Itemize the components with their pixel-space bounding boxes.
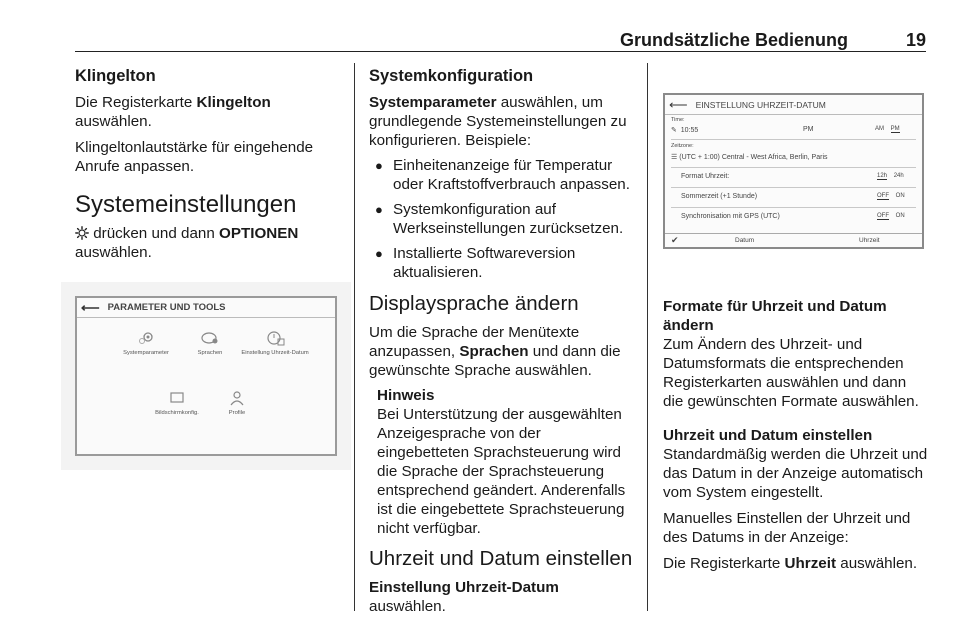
tile-uhrzeit-datum[interactable]: Einstellung Uhrzeit-Datum [229, 330, 321, 356]
sprache-paragraph: Um die Sprache der Menütexte anzupassen, Sprachen und dann die gewünschte Sprache auswählen. [369, 324, 621, 379]
formate-heading: Formate für Uhrzeit und Datum ändern [663, 298, 887, 334]
column-divider-2 [647, 63, 648, 611]
uhrzeit-datum-screen [663, 93, 924, 249]
sync-toggle[interactable]: OFF ON [877, 213, 905, 219]
clock-calendar-icon [264, 330, 286, 346]
time-label: Time: [671, 117, 685, 123]
column-3 [663, 297, 928, 573]
formate-paragraph: Zum Ändern des Uhrzeit- und Datumsformats die entsprechenden Registerkarten auswählen und dann die gewünschten Formate auswählen. [663, 336, 919, 410]
time-row[interactable]: ✎ 10:55 [671, 127, 699, 134]
tab-bar [665, 233, 922, 247]
displaysprache-heading: Displaysprache ändern [369, 292, 579, 315]
list-item: ● Einheitenanzeige für Temperatur oder Kraftstoffverbrauch anpassen. [393, 156, 634, 194]
list-item: ● Systemkonfiguration auf Werkseinstellungen zurücksetzen. [393, 200, 634, 238]
system-heading: Systemeinstellungen [75, 191, 297, 218]
page-number: 19 [905, 30, 926, 50]
profile-icon [226, 390, 248, 406]
section-title: Grundsätzliche Bedienung [619, 30, 848, 50]
uhrzeit-datum-heading: Uhrzeit und Datum einstellen [369, 547, 633, 570]
klingelton-paragraph: Die Registerkarte Klingelton auswählen. [75, 94, 271, 130]
back-arrow-icon[interactable]: ⟵ [81, 299, 100, 315]
gear-icon [75, 226, 89, 240]
hint-text: Bei Unterstützung der ausgewählten Anzeigesprache von der eingebetteten Sprachsteuerung wird die Sprache der Sprachsteuerung entsprechend geändert. Anderenfalls ist die eingebettete Sprachsteuerung nicht verfügbar. [377, 406, 626, 537]
screen-icon [166, 390, 188, 406]
format-label: Format Uhrzeit: [681, 173, 730, 180]
uhrzeit-datum-paragraph: Einstellung Uhrzeit-Datum auswählen. [369, 579, 559, 615]
ampm-value: PM [803, 126, 814, 133]
list-icon: ☰ [671, 154, 678, 161]
ampm-toggle[interactable]: AM PM [875, 126, 900, 132]
hint-box [369, 386, 634, 538]
list-item: ● Installierte Softwareversion aktualisieren. [393, 244, 634, 282]
zone-row[interactable]: ☰ (UTC + 1:00) Central - West Africa, Berlin, Paris [671, 154, 828, 161]
format-toggle[interactable]: 12h 24h [877, 173, 904, 179]
volume-paragraph: Klingeltonlautstärke für eingehende Anrufe anpassen. [75, 139, 314, 175]
uhrzeit-tab-paragraph: Die Registerkarte Uhrzeit auswählen. [663, 555, 918, 572]
check-icon[interactable]: ✔ [671, 235, 679, 245]
tile-bildschirmkonfig[interactable]: Bildschirmkonfig. [147, 390, 207, 416]
systemparameter-paragraph: Systemparameter auswählen, um grundlegende Systemeinstellungen zu konfigurieren. Beispiele: [369, 94, 627, 149]
column-2 [369, 66, 634, 616]
column-divider-1 [354, 63, 355, 611]
summer-toggle[interactable]: OFF ON [877, 193, 905, 199]
screen-title: EINSTELLUNG UHRZEIT-DATUM [695, 99, 826, 110]
options-paragraph: drücken und dann OPTIONEN auswählen. [75, 225, 299, 261]
standard-paragraph: Standardmäßig werden die Uhrzeit und das Datum in der Anzeige automatisch vom System eingestellt. [663, 446, 928, 501]
tile-sprachen[interactable]: Sprachen [188, 330, 232, 356]
parameter-tools-screen [75, 296, 337, 456]
tab-uhrzeit[interactable]: Uhrzeit [859, 237, 880, 244]
tab-datum[interactable]: Datum [735, 237, 755, 244]
examples-list [369, 156, 634, 282]
klingelton-heading: Klingelton [75, 67, 156, 85]
sync-label: Synchronisation mit GPS (UTC) [681, 213, 780, 220]
zone-label: Zeitzone: [671, 143, 694, 149]
uhrzeit-datum-heading-2: Uhrzeit und Datum einstellen [663, 427, 873, 444]
tile-systemparameter[interactable]: Systemparameter [117, 330, 175, 356]
gear-icon [135, 330, 157, 346]
back-arrow-icon[interactable]: ⟵ [669, 96, 688, 112]
screen-title: PARAMETER UND TOOLS [107, 302, 226, 313]
column-1 [75, 66, 343, 262]
manuell-paragraph: Manuelles Einstellen der Uhrzeit und des Datums in der Anzeige: [663, 510, 911, 546]
hint-title: Hinweis [377, 387, 435, 404]
systemkonfiguration-heading: Systemkonfiguration [369, 67, 534, 85]
summer-label: Sommerzeit (+1 Stunde) [681, 193, 758, 200]
pencil-icon: ✎ [671, 127, 677, 134]
page-header [75, 22, 926, 52]
speech-icon [199, 330, 221, 346]
tile-profile[interactable]: Profile [223, 390, 251, 416]
